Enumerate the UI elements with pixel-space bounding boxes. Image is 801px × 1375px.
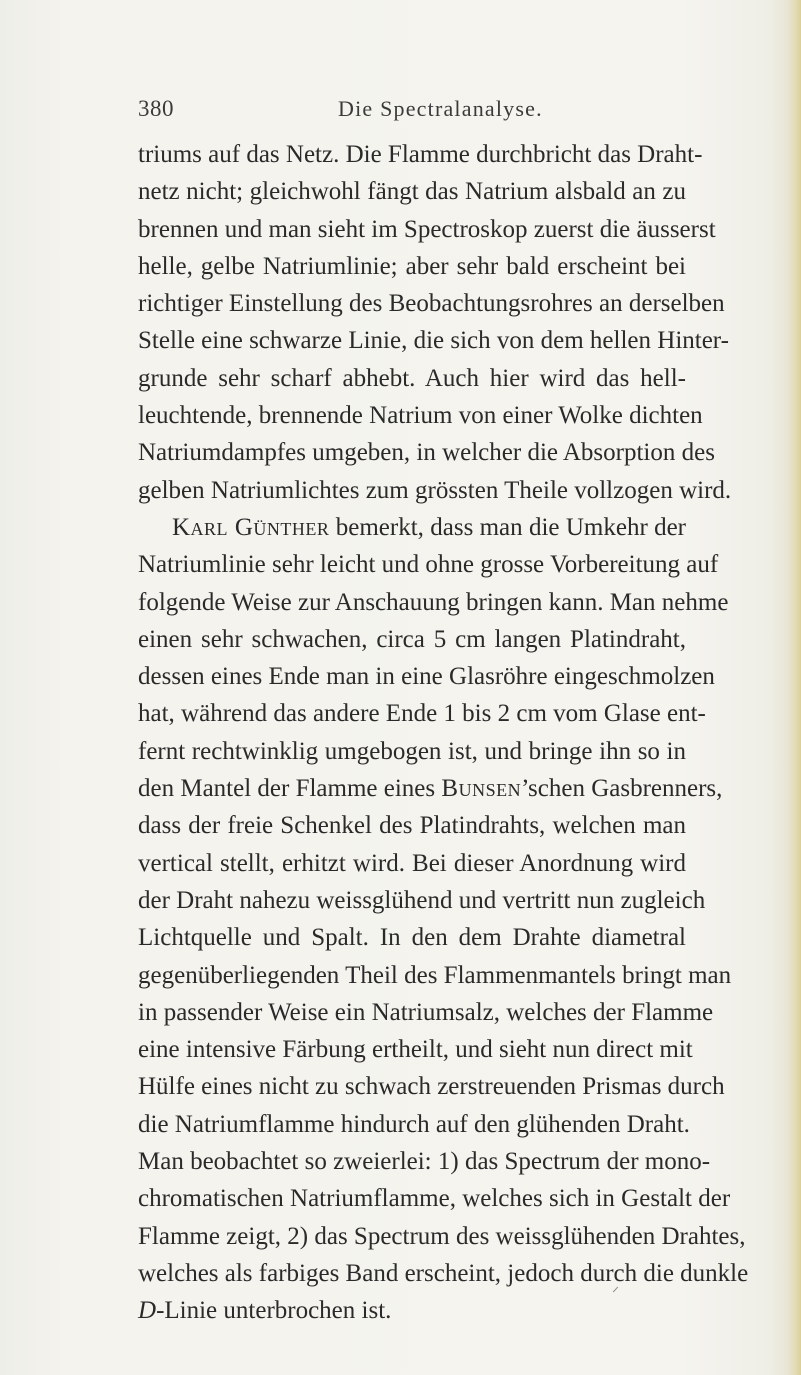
text-line: Man beobachtet so zweierlei: 1) das Spectrum der mono-	[138, 1148, 711, 1176]
italic-letter-d: D	[138, 1297, 157, 1325]
text-line: gegenüberliegenden Theil des Flammenmantels bringt man	[138, 961, 732, 989]
text-line: richtiger Einstellung des Beobachtungsrohres an derselben	[138, 290, 725, 318]
text-line: Stelle eine schwarze Linie, die sich von dem hellen Hinter-	[138, 327, 729, 355]
running-title: Die Spectralanalyse.	[338, 96, 543, 121]
text-line: der Draht nahezu weissglühend und vertritt nun zugleich	[138, 886, 706, 914]
author-name-bunsen: Bunsen	[441, 775, 522, 803]
text-line: in passender Weise ein Natriumsalz, welches der Flamme	[138, 998, 714, 1026]
text-span: ’schen Gasbrenners,	[521, 775, 723, 803]
text-line: dass der freie Schenkel des Platindrahts, welchen man	[138, 812, 686, 840]
text-span: -Linie unterbrochen ist.	[156, 1297, 392, 1325]
text-line: eine intensive Färbung ertheilt, und sieht nun direct mit	[138, 1036, 693, 1064]
text-line: Natriumdampfes umgeben, in welcher die Absorption des	[138, 439, 715, 467]
text-line: fernt rechtwinklig umgebogen ist, und bringe ihn so in	[138, 737, 686, 765]
text-line: vertical stellt, erhitzt wird. Bei dieser Anordnung wird	[138, 849, 686, 877]
body-text	[138, 136, 749, 1330]
text-line: helle, gelbe Natriumlinie; aber sehr bald erscheint bei	[138, 252, 686, 280]
text-line: Lichtquelle und Spalt. In den dem Drahte diametral	[138, 924, 686, 952]
text-line: Hülfe eines nicht zu schwach zerstreuenden Prismas durch	[138, 1073, 725, 1101]
text-line: die Natriumflamme hindurch auf den glühenden Draht.	[138, 1110, 690, 1138]
running-head	[138, 96, 658, 126]
text-line	[138, 770, 723, 807]
author-name-guenther: Karl Günther	[172, 513, 330, 541]
text-line: grunde sehr scharf abhebt. Auch hier wird das hell-	[138, 364, 686, 392]
text-line: welches als farbiges Band erscheint, jedoch durch die dunkle	[138, 1259, 749, 1287]
text-line: folgende Weise zur Anschauung bringen kann. Man nehme	[138, 588, 729, 616]
text-line	[138, 1292, 686, 1329]
text-line: hat, während das andere Ende 1 bis 2 cm vom Glase ent-	[138, 700, 706, 728]
text-line: Flamme zeigt, 2) das Spectrum des weissglühenden Drahtes,	[138, 1222, 746, 1250]
text-line: Natriumlinie sehr leicht und ohne grosse Vorbereitung auf	[138, 551, 719, 579]
text-line: brennen und man sieht im Spectroskop zuerst die äusserst	[138, 215, 716, 243]
text-line: gelben Natriumlichtes zum grössten Theile vollzogen wird.	[138, 476, 732, 504]
text-span: den Mantel der Flamme eines	[138, 775, 442, 803]
text-line: chromatischen Natriumflamme, welches sich in Gestalt der	[138, 1185, 731, 1213]
text-line: dessen eines Ende man in eine Glasröhre eingeschmolzen	[138, 663, 715, 691]
text-line: netz nicht; gleichwohl fängt das Natrium alsbald an zu	[138, 178, 686, 206]
text-line: leuchtende, brennende Natrium von einer Wolke dichten	[138, 402, 703, 430]
text-line: triums auf das Netz. Die Flamme durchbricht das Draht-	[138, 141, 703, 168]
page-edge-tint	[787, 0, 801, 1375]
text-line: einen sehr schwachen, circa 5 cm langen Platindraht,	[138, 625, 686, 653]
page-number: 380	[138, 96, 174, 121]
text-line	[138, 509, 686, 546]
text-span: bemerkt, dass man die Umkehr der	[329, 513, 687, 541]
